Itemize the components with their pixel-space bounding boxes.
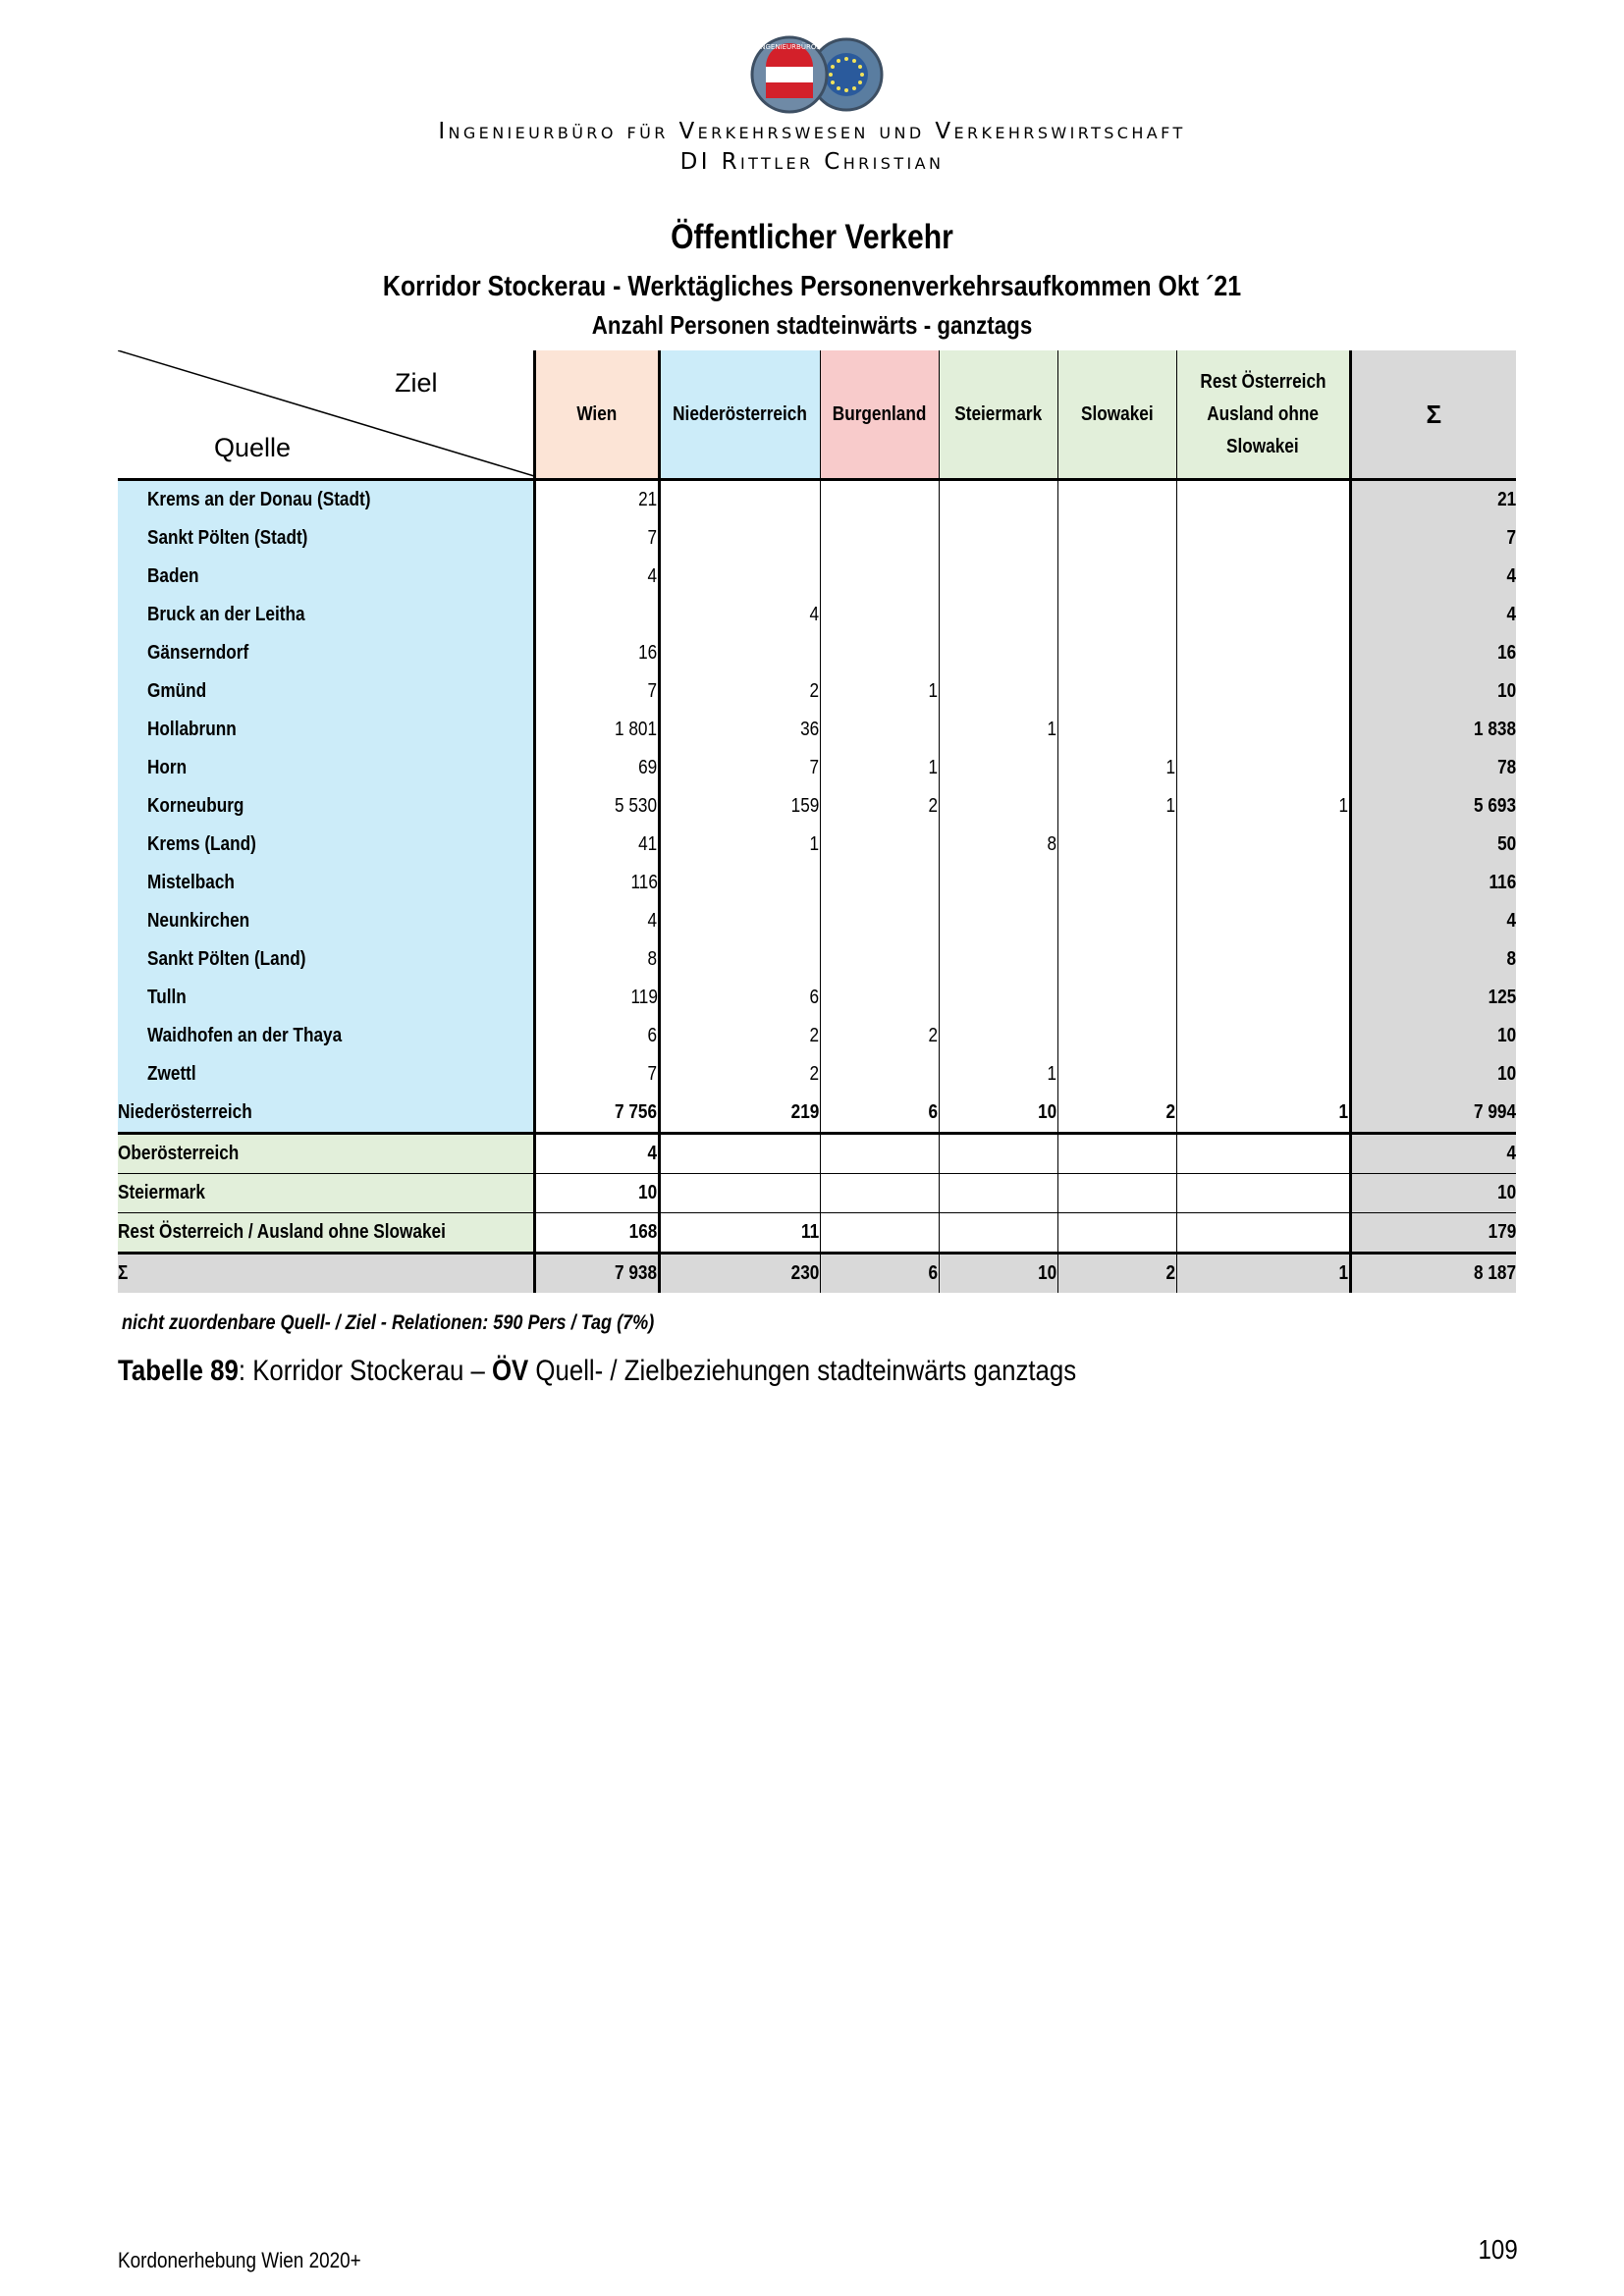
row-sum-cell: 125 — [1350, 979, 1516, 1017]
svg-text:INGENIEURBÜROS: INGENIEURBÜROS — [758, 43, 821, 51]
value-cell — [1176, 1017, 1350, 1055]
value-cell — [820, 634, 939, 672]
table-row — [118, 787, 1516, 826]
row-label: Sankt Pölten (Stadt) — [118, 519, 534, 558]
table-caption — [118, 1355, 1076, 1388]
value-cell — [939, 1134, 1057, 1174]
value-cell — [1057, 1017, 1176, 1055]
value-cell: 7 — [534, 519, 659, 558]
value-cell: 1 — [1176, 1094, 1350, 1134]
value-cell: 1 801 — [534, 711, 659, 749]
value-cell: 11 — [659, 1213, 820, 1254]
row-label: Baden — [118, 558, 534, 596]
value-cell: 2 — [1057, 1094, 1176, 1134]
value-cell: 168 — [534, 1213, 659, 1254]
row-sum-cell: 10 — [1350, 1055, 1516, 1094]
logo — [746, 35, 890, 114]
value-cell: 8 — [939, 826, 1057, 864]
value-cell — [1176, 480, 1350, 520]
value-cell: 1 — [820, 749, 939, 787]
value-cell — [1057, 672, 1176, 711]
value-cell — [1176, 826, 1350, 864]
value-cell: 2 — [659, 1055, 820, 1094]
value-cell — [1176, 1174, 1350, 1213]
table-row — [118, 519, 1516, 558]
row-sum-cell: 4 — [1350, 558, 1516, 596]
table-row — [118, 902, 1516, 940]
footer-report-name: Kordonerhebung Wien 2020+ — [118, 2248, 361, 2272]
value-cell — [939, 480, 1057, 520]
row-label: Σ — [118, 1254, 534, 1294]
row-sum-cell: 179 — [1350, 1213, 1516, 1254]
value-cell: 6 — [820, 1254, 939, 1294]
corner-ziel: Ziel — [395, 368, 438, 398]
value-cell — [659, 940, 820, 979]
value-cell — [820, 596, 939, 634]
row-label: Gänserndorf — [118, 634, 534, 672]
row-sum-cell: 5 693 — [1350, 787, 1516, 826]
value-cell: 2 — [659, 672, 820, 711]
value-cell — [939, 672, 1057, 711]
value-cell: 6 — [820, 1094, 939, 1134]
value-cell: 21 — [534, 480, 659, 520]
value-cell: 230 — [659, 1254, 820, 1294]
row-sum-cell: 78 — [1350, 749, 1516, 787]
table-row — [118, 1213, 1516, 1254]
page-number: 109 — [1478, 2234, 1518, 2265]
corner-quelle: Quelle — [214, 433, 292, 462]
value-cell — [1176, 558, 1350, 596]
row-sum-cell: 10 — [1350, 1017, 1516, 1055]
value-cell — [1057, 979, 1176, 1017]
value-cell: 16 — [534, 634, 659, 672]
value-cell: 4 — [534, 1134, 659, 1174]
value-cell: 7 — [534, 1055, 659, 1094]
value-cell: 2 — [820, 1017, 939, 1055]
value-cell — [1176, 979, 1350, 1017]
org-name-line1: Ingenieurbüro für Verkehrswesen und Verkehrswirtschaft — [438, 119, 1186, 144]
value-cell: 1 — [659, 826, 820, 864]
value-cell — [1176, 596, 1350, 634]
value-cell — [820, 711, 939, 749]
value-cell — [659, 1174, 820, 1213]
footnote-unassigned: nicht zuordenbare Quell- / Ziel - Relationen: 590 Pers / Tag (7%) — [122, 1311, 655, 1334]
row-sum-cell: 4 — [1350, 596, 1516, 634]
header-corner — [118, 350, 534, 480]
value-cell — [1057, 940, 1176, 979]
table-row — [118, 1094, 1516, 1134]
value-cell — [820, 1055, 939, 1094]
value-cell — [820, 826, 939, 864]
row-label: Neunkirchen — [118, 902, 534, 940]
value-cell — [1057, 480, 1176, 520]
value-cell — [1176, 1213, 1350, 1254]
value-cell — [939, 1213, 1057, 1254]
value-cell — [939, 749, 1057, 787]
row-label: Bruck an der Leitha — [118, 596, 534, 634]
value-cell: 6 — [534, 1017, 659, 1055]
column-header-niederoesterreich: Niederösterreich — [659, 350, 820, 480]
value-cell: 36 — [659, 711, 820, 749]
row-label: Tulln — [118, 979, 534, 1017]
value-cell — [659, 519, 820, 558]
value-cell: 2 — [1057, 1254, 1176, 1294]
value-cell — [1057, 711, 1176, 749]
row-label: Waidhofen an der Thaya — [118, 1017, 534, 1055]
row-label: Rest Österreich / Ausland ohne Slowakei — [118, 1213, 534, 1254]
value-cell — [1057, 1174, 1176, 1213]
row-sum-cell: 8 187 — [1350, 1254, 1516, 1294]
value-cell: 1 — [939, 711, 1057, 749]
value-cell: 7 938 — [534, 1254, 659, 1294]
table-row — [118, 1017, 1516, 1055]
value-cell — [939, 864, 1057, 902]
value-cell: 1 — [1057, 787, 1176, 826]
column-header-slowakei: Slowakei — [1057, 350, 1176, 480]
value-cell: 116 — [534, 864, 659, 902]
value-cell — [939, 558, 1057, 596]
caption-label: Tabelle 89 — [118, 1355, 239, 1387]
table-row — [118, 634, 1516, 672]
value-cell — [939, 519, 1057, 558]
value-cell — [1176, 634, 1350, 672]
row-sum-cell: 4 — [1350, 1134, 1516, 1174]
value-cell — [1176, 519, 1350, 558]
value-cell — [1176, 672, 1350, 711]
value-cell — [659, 1134, 820, 1174]
row-label: Krems (Land) — [118, 826, 534, 864]
value-cell — [1176, 1055, 1350, 1094]
table-row — [118, 480, 1516, 520]
row-sum-cell: 50 — [1350, 826, 1516, 864]
value-cell: 1 — [939, 1055, 1057, 1094]
row-sum-cell: 7 — [1350, 519, 1516, 558]
value-cell: 8 — [534, 940, 659, 979]
row-label: Zwettl — [118, 1055, 534, 1094]
row-label: Sankt Pölten (Land) — [118, 940, 534, 979]
value-cell — [1057, 596, 1176, 634]
table-subtitle-2: Anzahl Personen stadteinwärts - ganztags — [591, 310, 1033, 340]
value-cell: 1 — [1057, 749, 1176, 787]
value-cell — [820, 979, 939, 1017]
value-cell — [1057, 1055, 1176, 1094]
value-cell — [1057, 902, 1176, 940]
org-name-line2: DI Rittler Christian — [679, 149, 945, 175]
value-cell — [1057, 634, 1176, 672]
table-row — [118, 596, 1516, 634]
value-cell — [939, 979, 1057, 1017]
value-cell — [939, 1174, 1057, 1213]
column-header-steiermark: Steiermark — [939, 350, 1057, 480]
row-sum-cell: 10 — [1350, 672, 1516, 711]
value-cell — [820, 558, 939, 596]
value-cell: 1 — [820, 672, 939, 711]
value-cell: 1 — [1176, 1254, 1350, 1294]
value-cell — [820, 1174, 939, 1213]
value-cell: 2 — [659, 1017, 820, 1055]
value-cell: 219 — [659, 1094, 820, 1134]
page-title: Öffentlicher Verkehr — [671, 218, 953, 256]
table-row — [118, 672, 1516, 711]
row-label: Horn — [118, 749, 534, 787]
value-cell — [1057, 1134, 1176, 1174]
value-cell — [659, 902, 820, 940]
caption-bold: ÖV — [491, 1355, 529, 1387]
value-cell — [1176, 902, 1350, 940]
table-row — [118, 826, 1516, 864]
column-header-burgenland: Burgenland — [820, 350, 939, 480]
value-cell — [1057, 826, 1176, 864]
value-cell — [820, 480, 939, 520]
row-label: Hollabrunn — [118, 711, 534, 749]
row-sum-cell: 10 — [1350, 1174, 1516, 1213]
value-cell: 7 — [534, 672, 659, 711]
value-cell: 119 — [534, 979, 659, 1017]
row-label: Oberösterreich — [118, 1134, 534, 1174]
value-cell — [939, 940, 1057, 979]
table-row — [118, 558, 1516, 596]
value-cell: 10 — [534, 1174, 659, 1213]
value-cell — [1176, 864, 1350, 902]
value-cell: 7 — [659, 749, 820, 787]
value-cell — [820, 902, 939, 940]
total-row — [118, 1254, 1516, 1294]
value-cell — [1176, 749, 1350, 787]
value-cell — [939, 902, 1057, 940]
row-label: Korneuburg — [118, 787, 534, 826]
value-cell — [820, 940, 939, 979]
value-cell — [1176, 1134, 1350, 1174]
value-cell: 10 — [939, 1094, 1057, 1134]
row-label: Niederösterreich — [118, 1094, 534, 1134]
value-cell — [820, 519, 939, 558]
row-sum-cell: 21 — [1350, 480, 1516, 520]
value-cell — [659, 864, 820, 902]
value-cell — [939, 596, 1057, 634]
row-label: Steiermark — [118, 1174, 534, 1213]
table-row — [118, 940, 1516, 979]
row-sum-cell: 4 — [1350, 902, 1516, 940]
row-sum-cell: 8 — [1350, 940, 1516, 979]
column-header-sum: Σ — [1350, 350, 1516, 480]
table-row — [118, 1134, 1516, 1174]
value-cell — [1057, 558, 1176, 596]
caption-text-1: : Korridor Stockerau – — [238, 1355, 492, 1387]
row-label: Gmünd — [118, 672, 534, 711]
value-cell — [534, 596, 659, 634]
table-subtitle: Korridor Stockerau - Werktägliches Personenverkehrsaufkommen Okt ´21 — [382, 271, 1242, 302]
table-row — [118, 1174, 1516, 1213]
row-sum-cell: 1 838 — [1350, 711, 1516, 749]
value-cell — [939, 1017, 1057, 1055]
value-cell — [820, 1213, 939, 1254]
column-header-wien: Wien — [534, 350, 659, 480]
row-sum-cell: 116 — [1350, 864, 1516, 902]
row-label: Krems an der Donau (Stadt) — [118, 480, 534, 520]
value-cell: 7 756 — [534, 1094, 659, 1134]
value-cell — [1176, 940, 1350, 979]
value-cell — [820, 1134, 939, 1174]
value-cell: 69 — [534, 749, 659, 787]
row-sum-cell: 7 994 — [1350, 1094, 1516, 1134]
value-cell: 2 — [820, 787, 939, 826]
value-cell — [1057, 864, 1176, 902]
value-cell: 4 — [659, 596, 820, 634]
value-cell: 4 — [534, 902, 659, 940]
value-cell: 5 530 — [534, 787, 659, 826]
value-cell — [939, 787, 1057, 826]
value-cell — [659, 558, 820, 596]
caption-text-2: Quell- / Zielbeziehungen stadteinwärts ganztags — [528, 1355, 1077, 1387]
value-cell — [820, 864, 939, 902]
row-sum-cell: 16 — [1350, 634, 1516, 672]
table-row — [118, 864, 1516, 902]
value-cell — [939, 634, 1057, 672]
value-cell — [1176, 711, 1350, 749]
table-row — [118, 711, 1516, 749]
value-cell: 41 — [534, 826, 659, 864]
table-row — [118, 749, 1516, 787]
value-cell — [1057, 519, 1176, 558]
value-cell — [1057, 1213, 1176, 1254]
value-cell: 1 — [1176, 787, 1350, 826]
column-header-rest: Rest Österreich Ausland ohne Slowakei — [1176, 350, 1350, 480]
od-matrix-table — [118, 350, 1516, 1293]
value-cell: 159 — [659, 787, 820, 826]
value-cell: 10 — [939, 1254, 1057, 1294]
value-cell — [659, 634, 820, 672]
row-label: Mistelbach — [118, 864, 534, 902]
table-row — [118, 979, 1516, 1017]
value-cell: 6 — [659, 979, 820, 1017]
table-row — [118, 1055, 1516, 1094]
value-cell — [659, 480, 820, 520]
value-cell: 4 — [534, 558, 659, 596]
